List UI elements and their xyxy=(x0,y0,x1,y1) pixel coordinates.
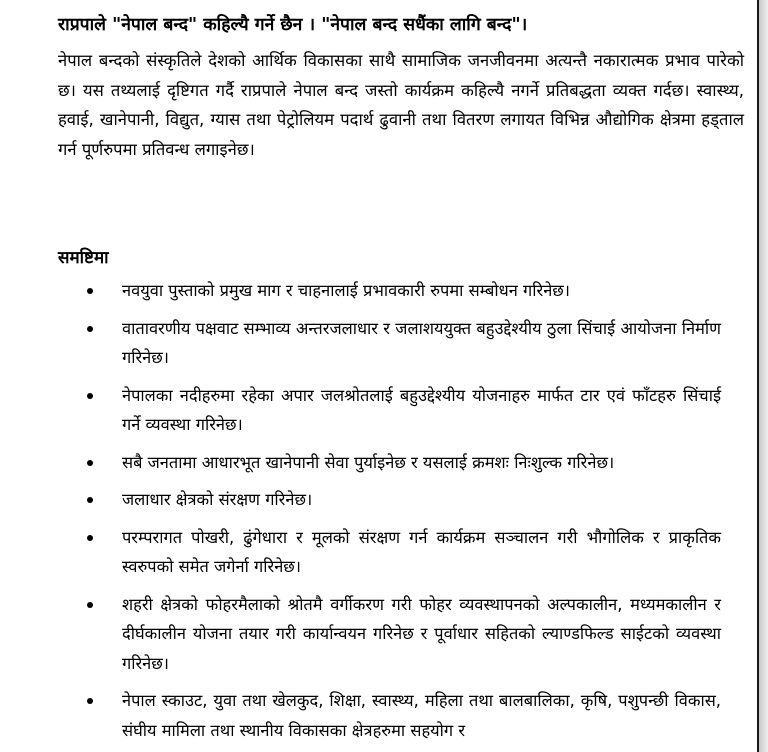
bullet-text: जलाधार क्षेत्रको संरक्षण गरिनेछ। xyxy=(122,490,313,509)
bullet-text: सबै जनतामा आधारभूत खानेपानी सेवा पुर्याइनेछ र यसलाई क्रमशः निःशुल्क गरिनेछ। xyxy=(122,452,615,472)
bullet-item xyxy=(0,485,757,515)
bullet-item xyxy=(0,523,757,582)
bullet-text: शहरी क्षेत्रको फोहरमैलाको श्रोतमै वर्गीकरण गरी फोहर व्यवस्थापनको अल्पकालीन, मध्यमकालीन र दीर्घकालीन योजना तयार गरी कार्यान्वयन गरिनेछ र पूर्वाधार सहितको ल्याण्डफिल्ड साईटको व्यवस्था गरिनेछ। xyxy=(122,594,721,673)
document-heading: राप्रपाले "नेपाल बन्द" कहिल्यै गर्ने छैन । "नेपाल बन्द सधैंका लागि बन्द"। xyxy=(58,15,528,35)
bullet-dot-icon xyxy=(87,288,93,294)
bullet-item xyxy=(0,686,757,745)
bullet-dot-icon xyxy=(87,535,93,541)
bullet-item xyxy=(0,448,757,478)
bullet-text: नेपालका नदीहरुमा रहेका अपार जलश्रोतलाई बहुउद्देश्यीय योजनाहरु मार्फत टार एवं फाँटहरु सिंचाई गर्ने व्यवस्था गरिनेछ। xyxy=(122,385,721,434)
bullet-text: परम्परागत पोखरी, ढुंगेधारा र मूलको संरक्षण गर्न कार्यक्रम सञ्चालन गरी भौगोलिक र प्राकृतिक स्वरुपको समेत जगेर्ना गरिनेछ। xyxy=(122,527,721,576)
bullet-list xyxy=(0,276,757,752)
bullet-dot-icon xyxy=(87,326,93,332)
bullet-item xyxy=(0,276,757,306)
bullet-dot-icon xyxy=(87,602,93,608)
bullet-dot-icon xyxy=(87,698,93,704)
bullet-item xyxy=(0,314,757,373)
bullet-item xyxy=(0,590,757,679)
bullet-dot-icon xyxy=(87,497,93,503)
bullet-dot-icon xyxy=(87,393,93,399)
intro-paragraph: नेपाल बन्दको संस्कृतिले देशको आर्थिक विकासका साथै सामाजिक जनजीवनमा अत्यन्तै नकारात्मक प्रभाव पारेको छ। यस तथ्यलाई दृष्टिगत गर्दै राप्रपाले नेपाल बन्द जस्तो कार्यक्रम कहिल्यै नगर्ने प्रतिबद्धता व्यक्त गर्दछ। स्वास्थ्य, हवाई, खानेपानी, विद्युत, ग्यास तथा पेट्रोलियम पदार्थ ढुवानी तथा वितरण लगायत विभिन्न औद्योगिक क्षेत्रमा हड्ताल गर्न पूर्णरुपमा प्रतिवन्ध लगाइनेछ। xyxy=(58,51,744,159)
section-subheading: समष्टिमा xyxy=(58,248,109,268)
bullet-text: वातावरणीय पक्षवाट सम्भाव्य अन्तरजलाधार र जलाशययुक्त बहुउद्देश्यीय ठुला सिंचाई आयोजना निर्माण गरिनेछ। xyxy=(122,318,721,367)
bullet-item xyxy=(0,381,757,440)
bullet-dot-icon xyxy=(87,460,93,466)
bullet-text: नवयुवा पुस्ताको प्रमुख माग र चाहनालाई प्रभावकारी रुपमा सम्बोधन गरिनेछ। xyxy=(122,281,571,300)
page-edge-shadow xyxy=(759,0,768,752)
bullet-text: नेपाल स्काउट, युवा तथा खेलकुद, शिक्षा, स्वास्थ्य, महिला तथा बालबालिका, कृषि, पशुपन्छी विकास, संघीय मामिला तथा स्थानीय विकासका क्षेत्रहरुमा सहयोग र xyxy=(122,691,721,740)
